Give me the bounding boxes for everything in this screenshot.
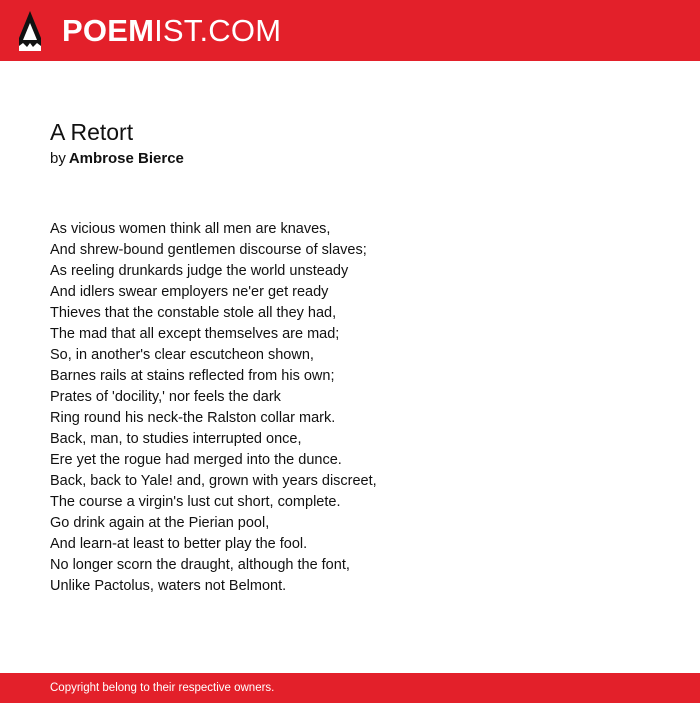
poem-line: The mad that all except themselves are mad; xyxy=(50,326,340,342)
poem-line: Go drink again at the Pierian pool, xyxy=(50,515,270,531)
poem-line: Ring round his neck-the Ralston collar mark. xyxy=(50,410,336,426)
site-footer xyxy=(0,673,700,703)
poem-line: And learn-at least to better play the fool. xyxy=(50,536,308,552)
poem-line: And idlers swear employers ne'er get ready xyxy=(50,284,329,300)
poem-line: Prates of 'docility,' nor feels the dark xyxy=(50,389,281,405)
site-logo-link[interactable] xyxy=(18,10,281,52)
logo-text-light: IST.COM xyxy=(154,13,282,48)
poem-line: The course a virgin's lust cut short, complete. xyxy=(50,494,341,510)
poem-line: Back, man, to studies interrupted once, xyxy=(50,431,302,447)
poem-line: Back, back to Yale! and, grown with years discreet, xyxy=(50,473,377,489)
author-link[interactable]: Ambrose Bierce xyxy=(68,150,184,167)
poem-line: Barnes rails at stains reflected from his own; xyxy=(50,368,335,384)
site-logo-text xyxy=(62,10,281,52)
by-label: by xyxy=(50,150,66,167)
copyright-notice: Copyright belong to their respective owners. xyxy=(50,682,275,694)
poem-byline xyxy=(50,149,184,169)
poem-line: And shrew-bound gentlemen discourse of slaves; xyxy=(50,242,367,258)
poem-line: As vicious women think all men are knaves, xyxy=(50,221,331,237)
pencil-tip-icon xyxy=(18,10,42,52)
poem-body xyxy=(50,219,650,597)
poem-line: Ere yet the rogue had merged into the dunce. xyxy=(50,452,342,468)
poem-line: As reeling drunkards judge the world unsteady xyxy=(50,263,349,279)
poem-line: So, in another's clear escutcheon shown, xyxy=(50,347,314,363)
poem-line: No longer scorn the draught, although the font, xyxy=(50,557,350,573)
poem-title: A Retort xyxy=(50,119,134,145)
logo-text-strong: POEM xyxy=(62,13,155,48)
poem-line: Thieves that the constable stole all they had, xyxy=(50,305,337,321)
poem-line: Unlike Pactolus, waters not Belmont. xyxy=(50,578,287,594)
site-header xyxy=(0,0,700,61)
